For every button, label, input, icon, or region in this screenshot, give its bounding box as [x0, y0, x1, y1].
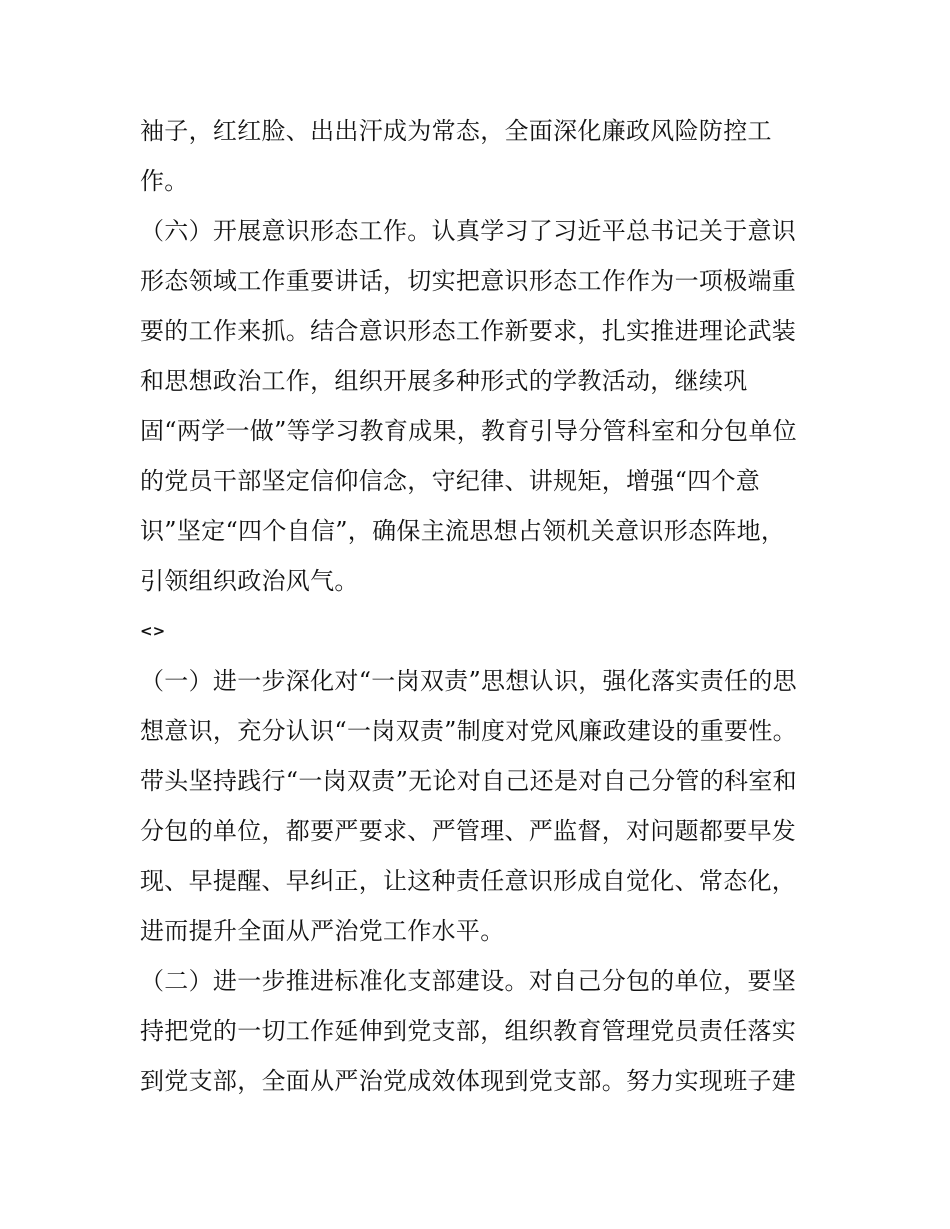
- text-line: 袖子，红红脸、出出汗成为常态，全面深化廉政风险防控工: [140, 117, 772, 145]
- text-line: 识”坚定“四个自信”，确保主流思想占领机关意识形态阵地，: [140, 517, 786, 545]
- text-line: 作。: [140, 167, 189, 195]
- text-line: 现、早提醒、早纠正，让这种责任意识形成自觉化、常态化，: [140, 867, 797, 895]
- text-line: 要的工作来抓。结合意识形态工作新要求，扎实推进理论武装: [140, 317, 797, 345]
- section-marker: <>: [140, 622, 166, 640]
- text-line: 想意识，充分认识“一岗双责”制度对党风廉政建设的重要性。: [140, 717, 797, 745]
- text-line: 分包的单位，都要严要求、严管理、严监督，对问题都要早发: [140, 817, 797, 845]
- paragraph-two-heading: （二）进一步推进标准化支部建设。对自己分包的单位，要坚: [140, 967, 797, 995]
- text-line: 带头坚持践行“一岗双责”无论对自己还是对自己分管的科室和: [140, 767, 797, 795]
- paragraph-one-heading: （一）进一步深化对“一岗双责”思想认识，强化落实责任的思: [140, 667, 797, 695]
- text-line: 的党员干部坚定信仰信念，守纪律、讲规矩，增强“四个意: [140, 467, 761, 495]
- text-line: 固“两学一做”等学习教育成果，教育引导分管科室和分包单位: [140, 417, 797, 445]
- text-line: 和思想政治工作，组织开展多种形式的学教活动，继续巩: [140, 367, 748, 395]
- text-line: 引领组织政治风气。: [140, 567, 359, 595]
- paragraph-six-heading: （六）开展意识形态工作。认真学习了习近平总书记关于意识: [140, 217, 797, 245]
- text-line: 到党支部，全面从严治党成效体现到党支部。努力实现班子建: [140, 1067, 797, 1095]
- text-line: 持把党的一切工作延伸到党支部，组织教育管理党员责任落实: [140, 1017, 797, 1045]
- text-line: 形态领域工作重要讲话，切实把意识形态工作作为一项极端重: [140, 267, 797, 295]
- text-line: 进而提升全面从严治党工作水平。: [140, 917, 505, 945]
